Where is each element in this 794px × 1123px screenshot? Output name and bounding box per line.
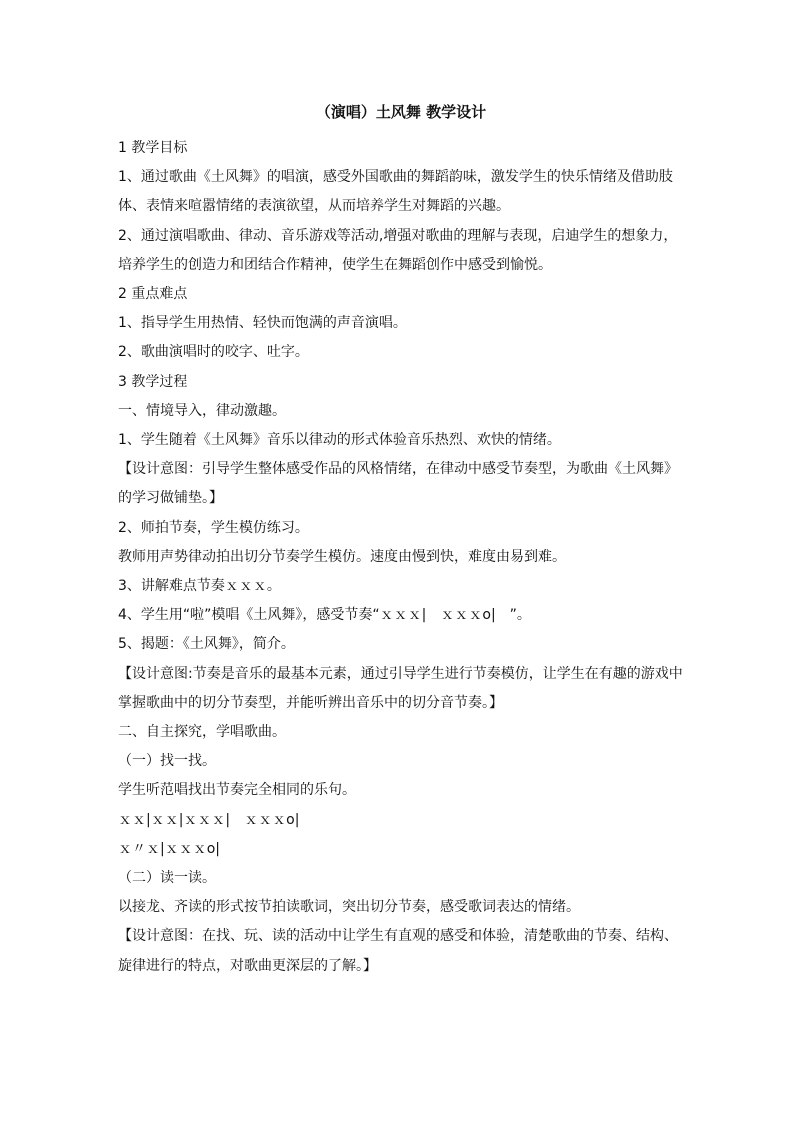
rhythm-notation-line: ｘｘ|ｘｘ|ｘｘｘ| ｘｘｘo| — [118, 811, 300, 828]
process-item: 教师用声势律动拍出切分节奏学生模仿。速度由慢到快，难度由易到难。 — [118, 548, 566, 565]
key-point-2: 2、歌曲演唱时的咬字、吐字。 — [118, 344, 309, 361]
design-intent-note: 【设计意图：引导学生整体感受作品的风格情绪，在律动中感受节奏型，为歌曲《土风舞》的学习做铺垫。】 — [118, 461, 678, 507]
process-item: 4、学生用“啦”模唱《土风舞》，感受节奏“ｘｘｘ| ｘｘｘo| ”。 — [118, 607, 531, 624]
process-item: 以接龙、齐读的形式按节拍读歌词，突出切分节奏，感受歌词表达的情绪。 — [118, 899, 580, 916]
process-item: 5、揭题：《土风舞》，简介。 — [118, 636, 295, 653]
process-item: 3、讲解难点节奏ｘｘｘ。 — [118, 578, 281, 595]
document-title: （演唱）土风舞 教学设计 — [315, 103, 487, 121]
key-point-1: 1、指导学生用热情、轻快而饱满的声音演唱。 — [118, 315, 407, 332]
process-item: 学生听范唱找出节奏完全相同的乐句。 — [118, 782, 356, 799]
objective-item-2: 2、通过演唱歌曲、律动、音乐游戏等活动,增强对歌曲的理解与表现，启迪学生的想象力，培养学生的创造力和团结合作精神，使学生在舞蹈创作中感受到愉悦。 — [118, 227, 678, 273]
rhythm-notation-line: ｘ〃ｘ|ｘｘｘo| — [118, 840, 220, 857]
section-heading-key-points: 2 重点难点 — [118, 286, 188, 303]
process-item: 1、学生随着《土风舞》音乐以律动的形式体验音乐热烈、欢快的情绪。 — [118, 432, 561, 449]
process-step-heading-2: 二、自主探究，学唱歌曲。 — [118, 724, 286, 741]
section-heading-objectives: 1 教学目标 — [118, 140, 188, 156]
design-intent-note: 【设计意图：在找、玩、读的活动中让学生有直观的感受和体验，清楚歌曲的节奏、结构、旋律进行的特点，对歌曲更深层的了解。】 — [118, 928, 678, 974]
design-intent-note: 【设计意图:节奏是音乐的最基本元素，通过引导学生进行节奏模仿，让学生在有趣的游戏中掌握歌曲中的切分节奏型，并能听辨出音乐中的切分音节奏。】 — [118, 665, 683, 711]
sub-step-heading: （一）找一找。 — [118, 753, 216, 770]
process-step-heading-1: 一、情境导入，律动激趣。 — [118, 402, 286, 419]
sub-step-heading: （二）读一读。 — [118, 870, 216, 887]
objective-item-1: 1、通过歌曲《土风舞》的唱演，感受外国歌曲的舞蹈韵味，激发学生的快乐情绪及借助肢体、表情来喧嚣情绪的表演欲望，从而培养学生对舞蹈的兴趣。 — [118, 169, 673, 215]
section-heading-process: 3 教学过程 — [118, 373, 188, 390]
process-item: 2、师拍节奏，学生模仿练习。 — [118, 519, 309, 536]
